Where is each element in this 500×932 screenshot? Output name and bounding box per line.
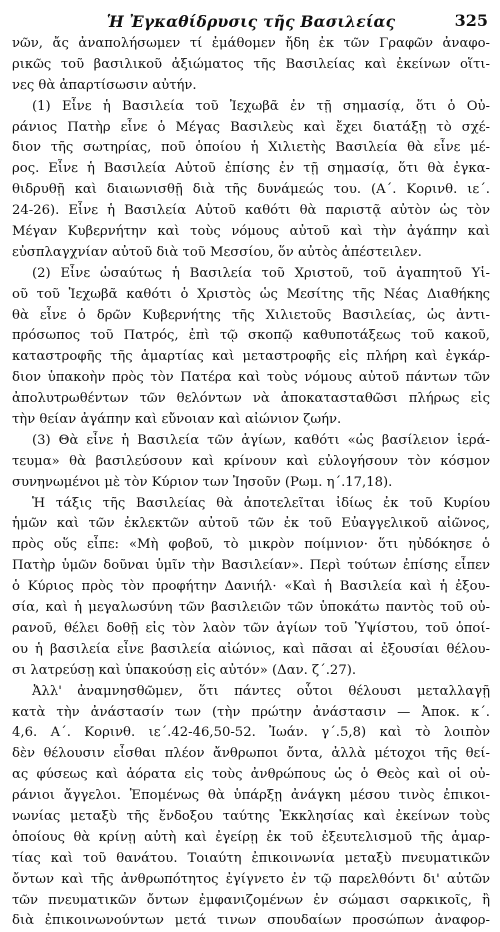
text-line: τῶν πνευματικῶν ὄντων ἐμφανιζομένων ἐν σώμασι σαρκικοῖς, ἢ — [12, 892, 490, 908]
text-line: νες θὰ ἀπαρτίσωσιν αὐτήν. — [12, 77, 197, 93]
text-line: ράνιος Πατὴρ εἶνε ὁ Μέγας Βασιλεὺς καὶ ἔχει διατάξῃ τὸ σχέ- — [12, 119, 490, 135]
running-title: Ἡ Ἐγκαθίδρυσις τῆς Βασιλείας — [106, 12, 396, 31]
text-line: Μέγαν Κυβερνήτην καὶ τοὺς νόμους αὐτοῦ καὶ τὴν ἀγάπην καὶ — [12, 224, 490, 240]
text-line: ὁποίους θὰ κρίνῃ αὐτὴ καὶ ἐγείρῃ ἐκ τοῦ ἐξευτελισμοῦ τῆς ἁμαρ- — [12, 829, 490, 845]
text-line: ου ἡ βασιλεία εἶνε βασιλεία αἰώνιος, καὶ πᾶσαι αἱ ἐξουσίαι θέλου- — [12, 641, 490, 657]
text-line: διὰ ἐπικοινωνούντων μετά τινων σπουδαίων προσώπων ἀναφορ- — [12, 913, 490, 929]
text-line: διον τῆς σωτηρίας, ποῦ ὁποίου ἡ Χιλιετὴς Βασιλεία θὰ εἶνε μέ- — [12, 140, 490, 156]
text-line: πρόσωπος τοῦ Πατρός, ἐπὶ τῷ σκοπῷ καθυποτάξεως τοῦ κακοῦ, — [12, 328, 490, 344]
body-text — [12, 34, 490, 932]
page-number: 325 — [454, 11, 488, 30]
text-line: νῶν, ἄς ἀναπολήσωμεν τί ἐμάθομεν ἤδη ἐκ τῶν Γραφῶν ἀναφο- — [12, 36, 490, 51]
text-line: οῦ τοῦ Ἰεχωβᾶ καθότι ὁ Χριστὸς ὡς Μεσίτης τῆς Νέας Διαθήκης — [12, 286, 490, 302]
text-line: ὄντων καὶ τῆς ἀνθρωπότητος ἐγίγνετο ἐν τῷ παρελθόντι δι' αὐτῶν — [12, 871, 490, 887]
text-line: Ἡ τάξις τῆς Βασιλείας θὰ ἀποτελεῖται ἰδίως ἐκ τοῦ Κυρίου — [32, 495, 490, 511]
text-line: Ἀλλ' ἀναμνησθῶμεν, ὅτι πάντες οὗτοι θέλουσι μεταλλαγῇ — [32, 683, 490, 699]
text-line: ρος. Εἶνε ἡ Βασιλεία Αὐτοῦ ἐπίσης ἐν τῇ σημασίᾳ, ὅτι θὰ ἐγκα- — [12, 161, 490, 177]
text-line: ας φύσεως καὶ ἀόρατα εἰς τοὺς ἀνθρώπους ὡς ὁ Θεὸς καὶ οἱ οὐ- — [12, 767, 490, 783]
running-head — [12, 8, 490, 34]
text-line: ἡμῶν καὶ τῶν ἐκλεκτῶν αὐτοῦ τῶν ἐκ τοῦ Εὐαγγελικοῦ αἰῶνος, — [12, 516, 490, 532]
text-line: (1) Εἶνε ἡ Βασιλεία τοῦ Ἰεχωβᾶ ἐν τῇ σημασίᾳ, ὅτι ὁ Οὐ- — [32, 98, 490, 114]
text-line: πρὸς οὕς εἶπε: «Μὴ φοβοῦ, τὸ μικρὸν ποίμνιον· ὅτι ηὐδόκησε ὁ — [12, 537, 490, 553]
text-line: νωνίας μεταξὺ τῆς ἔνδοξου ταύτης Ἐκκλησίας καὶ ἐκείνων τοὺς — [12, 808, 490, 824]
text-line: θιδρυθῇ καὶ διαιωνισθῇ διὰ τῆς δυνάμεώς του. (Α΄. Κορινθ. ιε΄. — [12, 182, 490, 198]
text-line: Πατὴρ ὑμῶν δοῦναι ὑμῖν τὴν Βασιλείαν». Περὶ τούτων ἐπίσης εἶπεν — [12, 558, 490, 574]
text-line: τευμα» θὰ βασιλεύσουν καὶ κρίνουν καὶ εὐλογήσουν τὸν κόσμον — [12, 453, 490, 469]
text-line: συνηνωμένοι μὲ τὸν Κύριον των Ἰησοῦν (Ρωμ. η΄.17,18). — [12, 474, 393, 490]
text-line: δὲν θέλουσιν εἶσθαι πλέον ἄνθρωποι ὄντα, ἀλλὰ μέτοχοι τῆς θεί- — [12, 746, 490, 762]
text-line: (3) Θὰ εἶνε ἡ Βασιλεία τῶν ἁγίων, καθότι «ὡς βασίλειον ἱερά- — [32, 432, 490, 448]
text-line: ἀπολυτρωθέντων τῶν θελόντων νὰ ἀποκατασταθῶσι πλήρως εἰς — [12, 391, 490, 407]
text-line: τὴν θείαν ἀγάπην καὶ εὔνοιαν καὶ αἰώνιον ζωήν. — [12, 412, 342, 428]
text-line: 24-26). Εἶνε ἡ Βασιλεία Αὐτοῦ καθότι θὰ παριστᾷ αὐτὸν ὡς τὸν — [12, 203, 490, 219]
text-line: ρικῶς τοῦ βασιλικοῦ ἀξιώματος τῆς Βασιλείας καὶ ἐκείνων οἵτι- — [12, 56, 490, 72]
text-line: καταστροφῆς τῆς ἁμαρτίας καὶ μεταστροφῆς εἰς πλήρη καὶ ἐγκάρ- — [12, 349, 490, 365]
text-line: τίας καὶ τοῦ θανάτου. Τοιαύτη ἐπικοινωνία μεταξὺ πνευματικῶν — [12, 850, 490, 866]
text-line: σι λατρεύσῃ καὶ ὑπακούσῃ εἰς αὐτόν» (Δαν. ζ΄.27). — [12, 662, 357, 678]
text-line: εὐσπλαγχνίαν αὐτοῦ διὰ τοῦ Μεσσίου, ὅν αὐτὸς ἀπέστειλεν. — [12, 244, 422, 260]
text-line: διον ὑπακοὴν πρὸς τὸν Πατέρα καὶ τοὺς νόμους αὐτοῦ πάντων τῶν — [12, 370, 490, 386]
text-line: σία, καὶ ἡ μεγαλωσύνη τῶν βασιλειῶν τῶν ὑποκάτω παντὸς τοῦ οὐ- — [12, 600, 490, 616]
text-line: ὁ Κύριος πρὸς τὸν προφήτην Δανιήλ· «Καὶ ἡ Βασιλεία καὶ ἡ ἐξου- — [12, 579, 490, 595]
text-line: ράνιοι ἄγγελοι. Ἐπομένως θὰ ὑπάρξῃ ἀνάγκη μέσου τινὸς ἐπικοι- — [12, 788, 490, 804]
text-line: 4,6. Α΄. Κορινθ. ιε΄.42-46,50-52. Ἰωάν. γ΄.5,8) καὶ τὸ λοιπὸν — [12, 725, 490, 741]
text-line: ρανοῦ, θέλει δοθῇ εἰς τὸν λαὸν τῶν ἁγίων τοῦ Ὑψίστου, τοῦ ὁποί- — [12, 620, 490, 636]
text-line: θὰ εἶνε ὁ δρῶν Κυβερνήτης τῆς Χιλιετοῦς Βασιλείας, ὡς ἀντι- — [12, 307, 490, 323]
text-line: κατὰ τὴν ἀνάστασίν των (τὴν πρώτην ἀνάστασιν — Ἀποκ. κ΄. — [12, 704, 490, 720]
text-line: (2) Εἶνε ὡσαύτως ἡ Βασιλεία τοῦ Χριστοῦ, τοῦ ἀγαπητοῦ Υἱ- — [32, 265, 490, 281]
